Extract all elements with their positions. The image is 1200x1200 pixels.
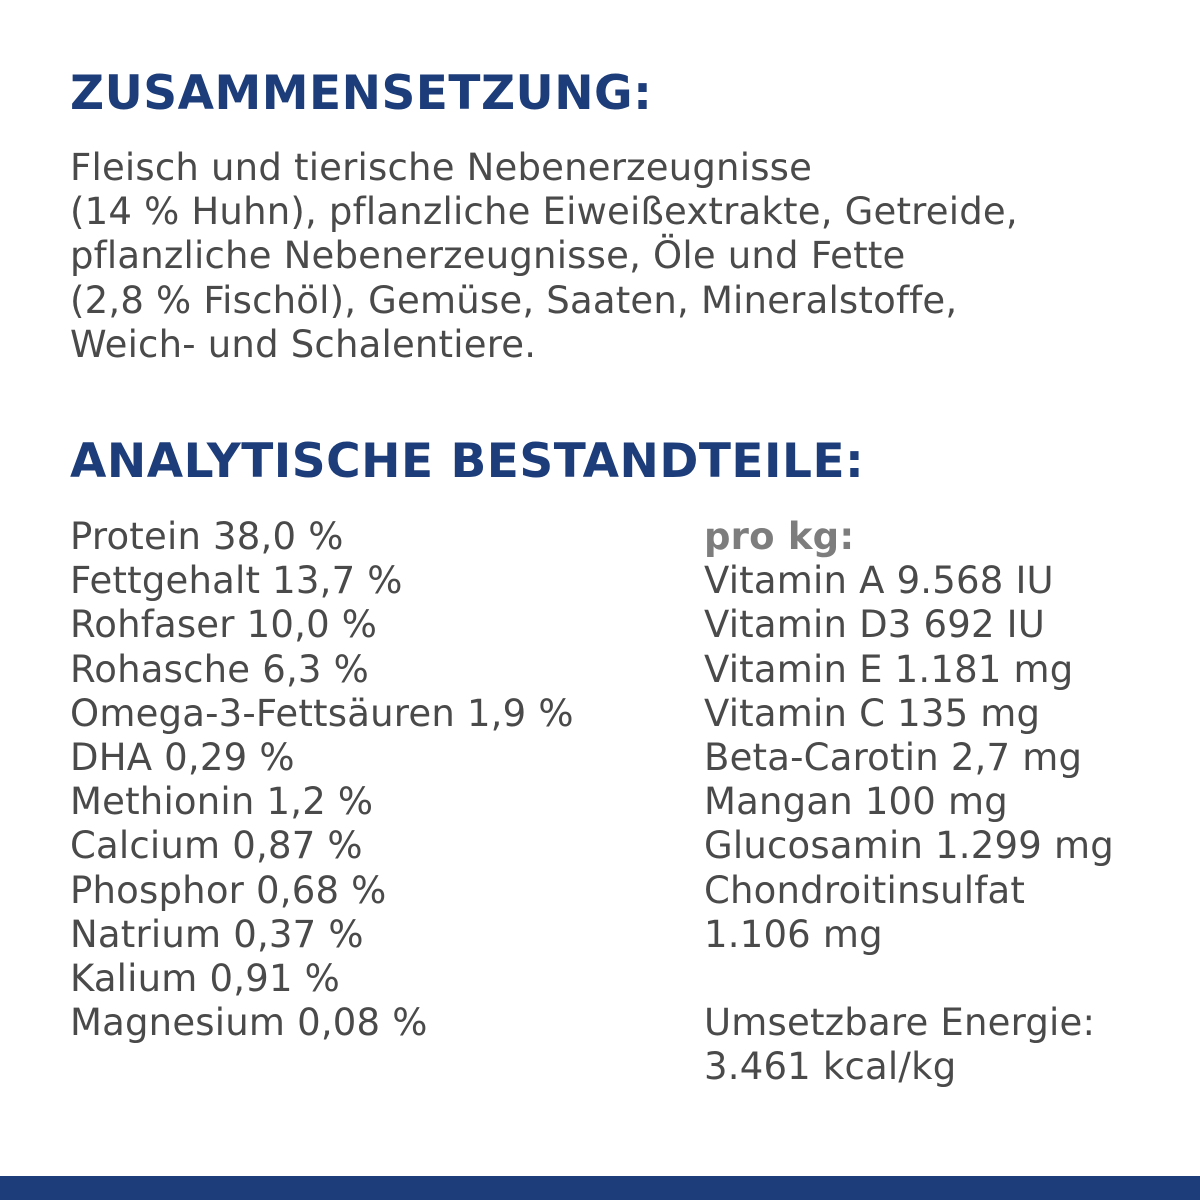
per-kg-list	[704, 515, 1184, 1090]
constituent-item: Rohfaser 10,0 %	[70, 603, 378, 647]
per-kg-item: Vitamin C 135 mg	[704, 691, 1041, 735]
composition-heading: ZUSAMMENSETZUNG:	[70, 66, 653, 121]
constituent-item: Magnesium 0,08 %	[70, 1001, 428, 1045]
composition-line: Weich- und Schalentiere.	[70, 322, 537, 366]
per-kg-item: Mangan 100 mg	[704, 780, 1008, 824]
per-kg-item: Vitamin D3 692 IU	[704, 603, 1046, 647]
composition-line: (2,8 % Fischöl), Gemüse, Saaten, Mineralstoffe,	[70, 278, 958, 322]
constituent-item: Omega-3-Fettsäuren 1,9 %	[70, 691, 574, 735]
constituents-list	[70, 515, 670, 1045]
per-kg-item: Vitamin E 1.181 mg	[704, 647, 1074, 691]
constituent-item: Methionin 1,2 %	[70, 780, 374, 824]
constituent-item: DHA 0,29 %	[70, 736, 295, 780]
footer-bar	[0, 1176, 1200, 1200]
composition-line: (14 % Huhn), pflanzliche Eiweißextrakte, Getreide,	[70, 190, 1018, 234]
per-kg-item: Vitamin A 9.568 IU	[704, 559, 1054, 603]
per-kg-item: Beta-Carotin 2,7 mg	[704, 736, 1083, 780]
constituent-item: Natrium 0,37 %	[70, 912, 364, 956]
constituent-item: Calcium 0,87 %	[70, 824, 363, 868]
constituent-item: Kalium 0,91 %	[70, 957, 341, 1001]
energy-value: 3.461 kcal/kg	[704, 1045, 957, 1089]
analytical-constituents-heading: ANALYTISCHE BESTANDTEILE:	[70, 434, 865, 489]
per-kg-item: Chondroitinsulfat	[704, 868, 1026, 912]
composition-line: Fleisch und tierische Nebenerzeugnisse	[70, 146, 813, 189]
per-kg-item: 1.106 mg	[704, 912, 883, 956]
composition-line: pflanzliche Nebenerzeugnisse, Öle und Fette	[70, 234, 906, 278]
constituent-item: Fettgehalt 13,7 %	[70, 559, 403, 603]
composition-text	[70, 146, 1170, 367]
energy-label: Umsetzbare Energie:	[704, 1001, 1096, 1045]
constituent-item: Rohasche 6,3 %	[70, 647, 369, 691]
constituent-item: Phosphor 0,68 %	[70, 868, 387, 912]
per-kg-label: pro kg:	[704, 515, 855, 558]
per-kg-item: Glucosamin 1.299 mg	[704, 824, 1114, 868]
constituent-item: Protein 38,0 %	[70, 515, 344, 558]
spacer	[704, 957, 1184, 1001]
